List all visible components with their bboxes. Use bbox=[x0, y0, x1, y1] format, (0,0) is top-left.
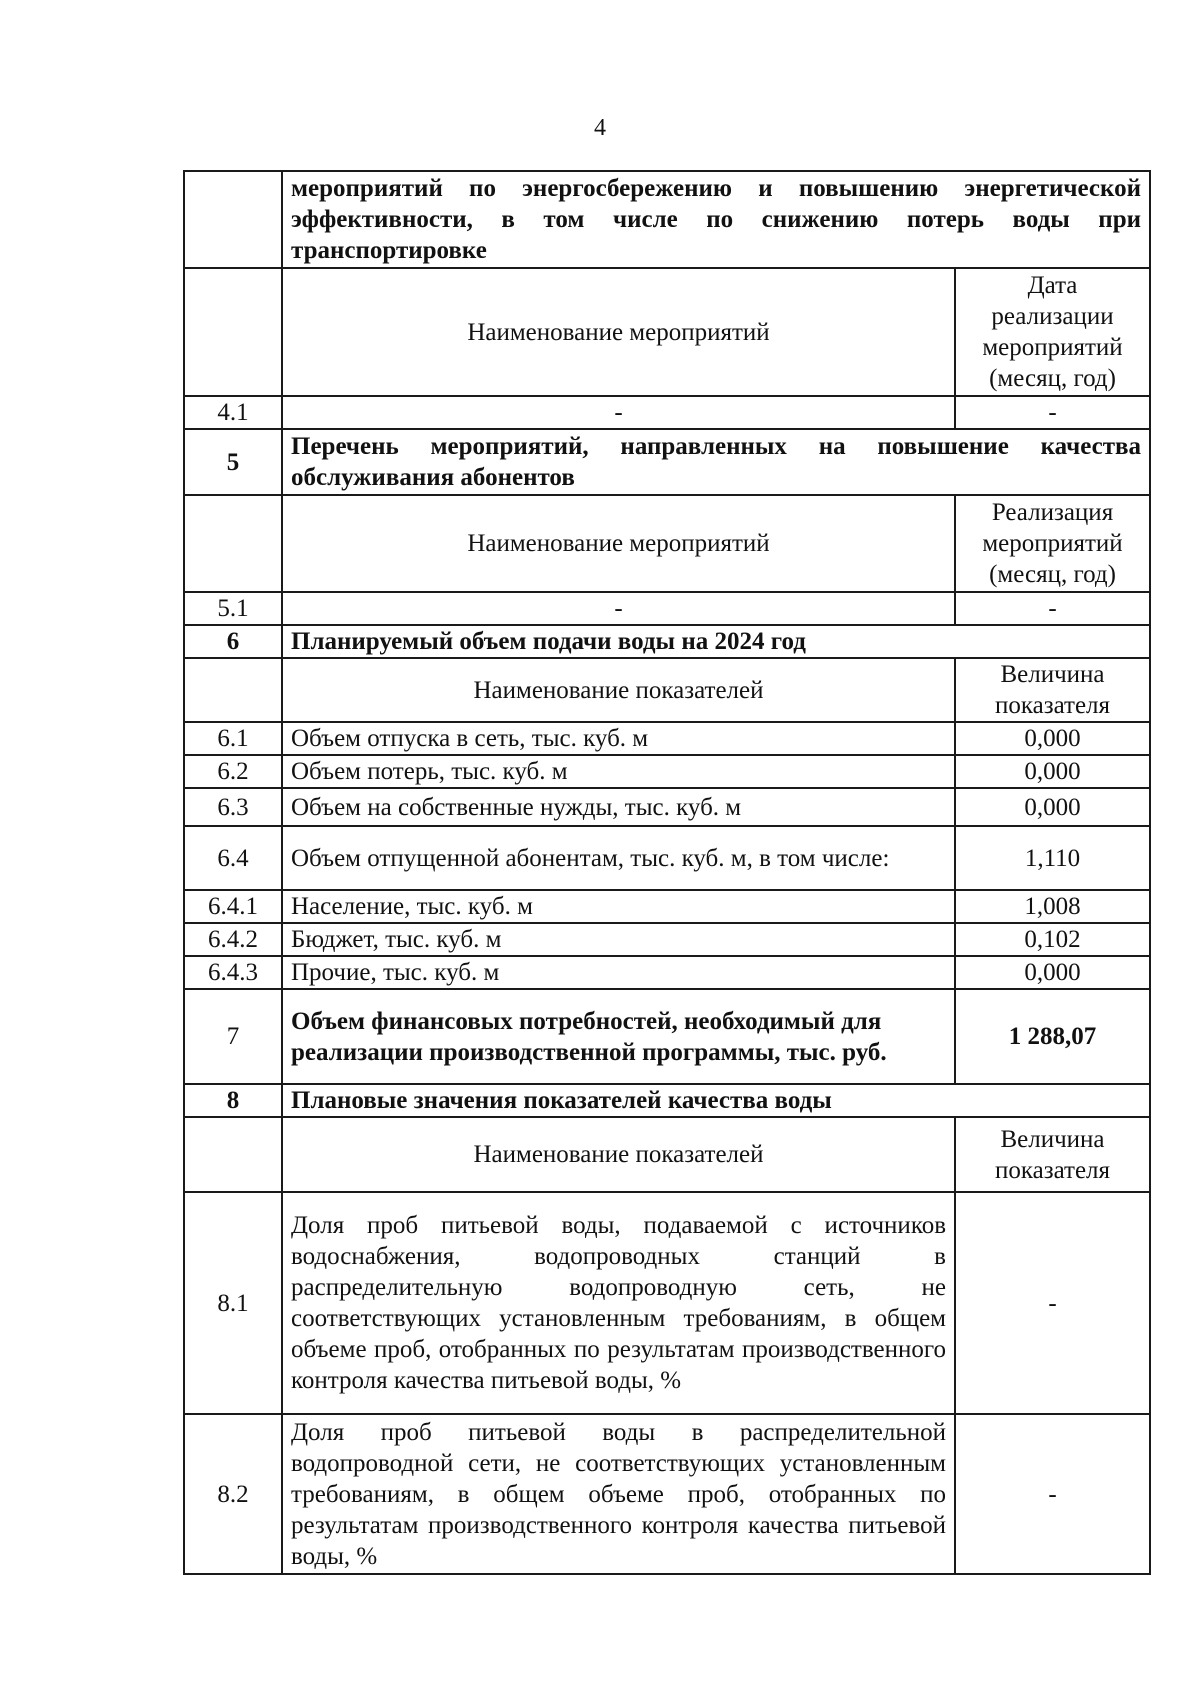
table-row bbox=[184, 396, 1150, 429]
section-7-row bbox=[184, 989, 1150, 1084]
section-5-header-row bbox=[184, 429, 1150, 495]
row-value: 1,008 bbox=[955, 890, 1150, 923]
section-7-value: 1 288,07 bbox=[955, 989, 1150, 1084]
row-number: 6.4.1 bbox=[184, 890, 282, 923]
section-5-col-name: Наименование мероприятий bbox=[282, 495, 955, 592]
row-value: - bbox=[955, 396, 1150, 429]
section-6-title: Планируемый объем подачи воды на 2024 год bbox=[282, 625, 1150, 658]
page-number: 4 bbox=[594, 115, 606, 141]
section-6-empty-cell bbox=[184, 658, 282, 722]
section-6-column-header-row bbox=[184, 658, 1150, 722]
section-4-empty-cell bbox=[184, 268, 282, 396]
row-value: 0,000 bbox=[955, 722, 1150, 755]
table-row bbox=[184, 923, 1150, 956]
row-number: 5.1 bbox=[184, 592, 282, 625]
row-number: 8.2 bbox=[184, 1414, 282, 1574]
section-8-number: 8 bbox=[184, 1084, 282, 1117]
section-5-col-value: Реализация мероприятий (месяц, год) bbox=[955, 495, 1150, 592]
row-name: - bbox=[282, 396, 955, 429]
row-number: 6.4.2 bbox=[184, 923, 282, 956]
row-name: Бюджет, тыс. куб. м bbox=[282, 923, 955, 956]
section-6-number: 6 bbox=[184, 625, 282, 658]
section-8-column-header-row bbox=[184, 1117, 1150, 1192]
section-6-col-name: Наименование показателей bbox=[282, 658, 955, 722]
section-4-number-cell bbox=[184, 171, 282, 268]
row-number: 6.3 bbox=[184, 788, 282, 826]
section-4-header-row bbox=[184, 171, 1150, 268]
section-4-col-value: Дата реализации мероприятий (месяц, год) bbox=[955, 268, 1150, 396]
row-name: Объем на собственные нужды, тыс. куб. м bbox=[282, 788, 955, 826]
row-name: Население, тыс. куб. м bbox=[282, 890, 955, 923]
row-name: Доля проб питьевой воды в распределительной водопроводной сети, не соответствующих установленным требованиям, в общем объеме проб, отобранных по результатам производственного контроля качества питьевой воды, % bbox=[282, 1414, 955, 1574]
section-6-col-value: Величина показателя bbox=[955, 658, 1150, 722]
row-number: 6.4.3 bbox=[184, 956, 282, 989]
section-8-empty-cell bbox=[184, 1117, 282, 1192]
table-row bbox=[184, 890, 1150, 923]
section-4-col-name: Наименование мероприятий bbox=[282, 268, 955, 396]
section-8-header-row bbox=[184, 1084, 1150, 1117]
row-name: Прочие, тыс. куб. м bbox=[282, 956, 955, 989]
table-row bbox=[184, 592, 1150, 625]
program-table bbox=[183, 170, 1151, 1575]
row-value: 0,000 bbox=[955, 956, 1150, 989]
section-4-title: мероприятий по энергосбережению и повышению энергетической эффективности, в том числе по снижению потерь воды при транспортировке bbox=[282, 171, 1150, 268]
row-number: 8.1 bbox=[184, 1192, 282, 1414]
row-value: 0,000 bbox=[955, 788, 1150, 826]
table-row bbox=[184, 1192, 1150, 1414]
table-row bbox=[184, 788, 1150, 826]
section-7-number: 7 bbox=[184, 989, 282, 1084]
table-row bbox=[184, 826, 1150, 890]
row-name: Объем отпуска в сеть, тыс. куб. м bbox=[282, 722, 955, 755]
section-6-header-row bbox=[184, 625, 1150, 658]
row-name: Доля проб питьевой воды, подаваемой с источников водоснабжения, водопроводных станций в распределительную водопроводную сеть, не соответствующих установленным требованиям, в общем объеме проб, отобранных по результатам производственного контроля качества питьевой воды, % bbox=[282, 1192, 955, 1414]
section-4-column-header-row bbox=[184, 268, 1150, 396]
row-name: Объем отпущенной абонентам, тыс. куб. м, в том числе: bbox=[282, 826, 955, 890]
section-8-title: Плановые значения показателей качества воды bbox=[282, 1084, 1150, 1117]
row-value: 0,000 bbox=[955, 755, 1150, 788]
table-row bbox=[184, 722, 1150, 755]
row-value: - bbox=[955, 592, 1150, 625]
row-number: 6.4 bbox=[184, 826, 282, 890]
section-5-column-header-row bbox=[184, 495, 1150, 592]
row-value: - bbox=[955, 1414, 1150, 1574]
row-number: 6.1 bbox=[184, 722, 282, 755]
row-number: 6.2 bbox=[184, 755, 282, 788]
section-5-number: 5 bbox=[184, 429, 282, 495]
table-row bbox=[184, 1414, 1150, 1574]
row-value: - bbox=[955, 1192, 1150, 1414]
section-5-empty-cell bbox=[184, 495, 282, 592]
row-value: 0,102 bbox=[955, 923, 1150, 956]
row-value: 1,110 bbox=[955, 826, 1150, 890]
section-7-title: Объем финансовых потребностей, необходимый для реализации производственной программы, тыс. руб. bbox=[282, 989, 955, 1084]
row-name: Объем потерь, тыс. куб. м bbox=[282, 755, 955, 788]
row-name: - bbox=[282, 592, 955, 625]
section-5-title: Перечень мероприятий, направленных на повышение качества обслуживания абонентов bbox=[282, 429, 1150, 495]
table-row bbox=[184, 755, 1150, 788]
section-8-col-value: Величина показателя bbox=[955, 1117, 1150, 1192]
row-number: 4.1 bbox=[184, 396, 282, 429]
section-8-col-name: Наименование показателей bbox=[282, 1117, 955, 1192]
table-row bbox=[184, 956, 1150, 989]
